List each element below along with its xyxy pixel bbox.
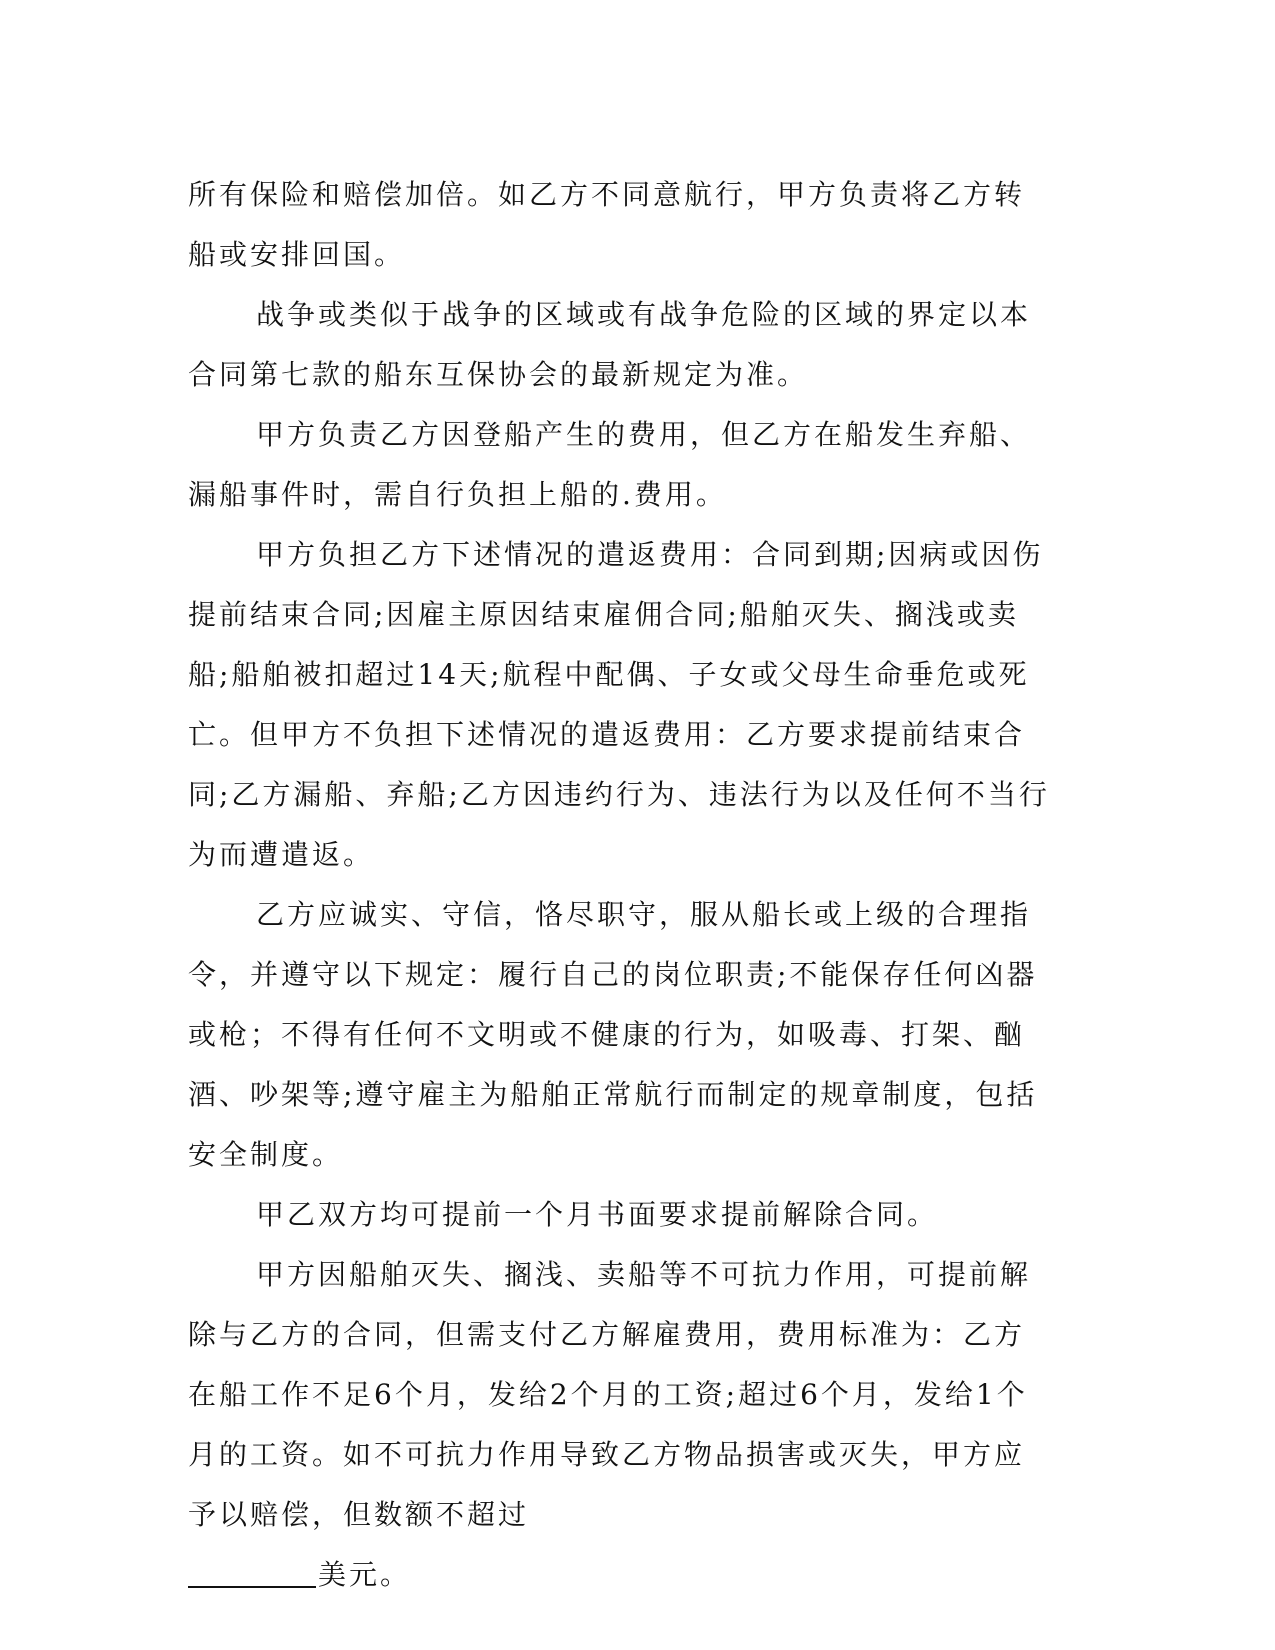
amount-blank-line [188, 1556, 316, 1588]
paragraph-6: 甲乙双方均可提前一个月书面要求提前解除合同。 [256, 1198, 939, 1231]
paragraph-3: 甲方负责乙方因登船产生的费用，但乙方在船发生弃船、漏船事件时，需自行负担上船的.费用。 [188, 418, 1032, 511]
paragraph-1: 所有保险和赔偿加倍。如乙方不同意航行，甲方负责将乙方转船或安排回国。 [188, 178, 1026, 271]
closing-suffix: 美元。 [318, 1558, 412, 1591]
paragraph-4: 甲方负担乙方下述情况的遣返费用：合同到期;因病或因伤提前结束合同;因雇主原因结束雇佣合同;船舶灭失、搁浅或卖船;船舶被扣超过14天;航程中配偶、子女或父母生命垂危或死亡。但甲方不负担下述情况的遣返费用：乙方要求提前结束合同;乙方漏船、弃船;乙方因违约行为、违法行为以及任何不当行为而遭遣返。 [188, 538, 1050, 871]
paragraph-2: 战争或类似于战争的区域或有战争危险的区域的界定以本合同第七款的船东互保协会的最新规定为准。 [188, 298, 1032, 391]
closing-line [188, 1545, 1055, 1605]
paragraph-7: 甲方因船舶灭失、搁浅、卖船等不可抗力作用，可提前解除与乙方的合同，但需支付乙方解雇费用，费用标准为：乙方在船工作不足6个月，发给2个月的工资;超过6个月，发给1个月的工资。如不可抗力作用导致乙方物品损害或灭失，甲方应予以赔偿，但数额不超过 [188, 1258, 1032, 1531]
paragraph-5: 乙方应诚实、守信，恪尽职守，服从船长或上级的合理指令，并遵守以下规定：履行自己的岗位职责;不能保存任何凶器或枪；不得有任何不文明或不健康的行为，如吸毒、打架、酗酒、吵架等;遵守雇主为船舶正常航行而制定的规章制度，包括安全制度。 [188, 898, 1038, 1171]
